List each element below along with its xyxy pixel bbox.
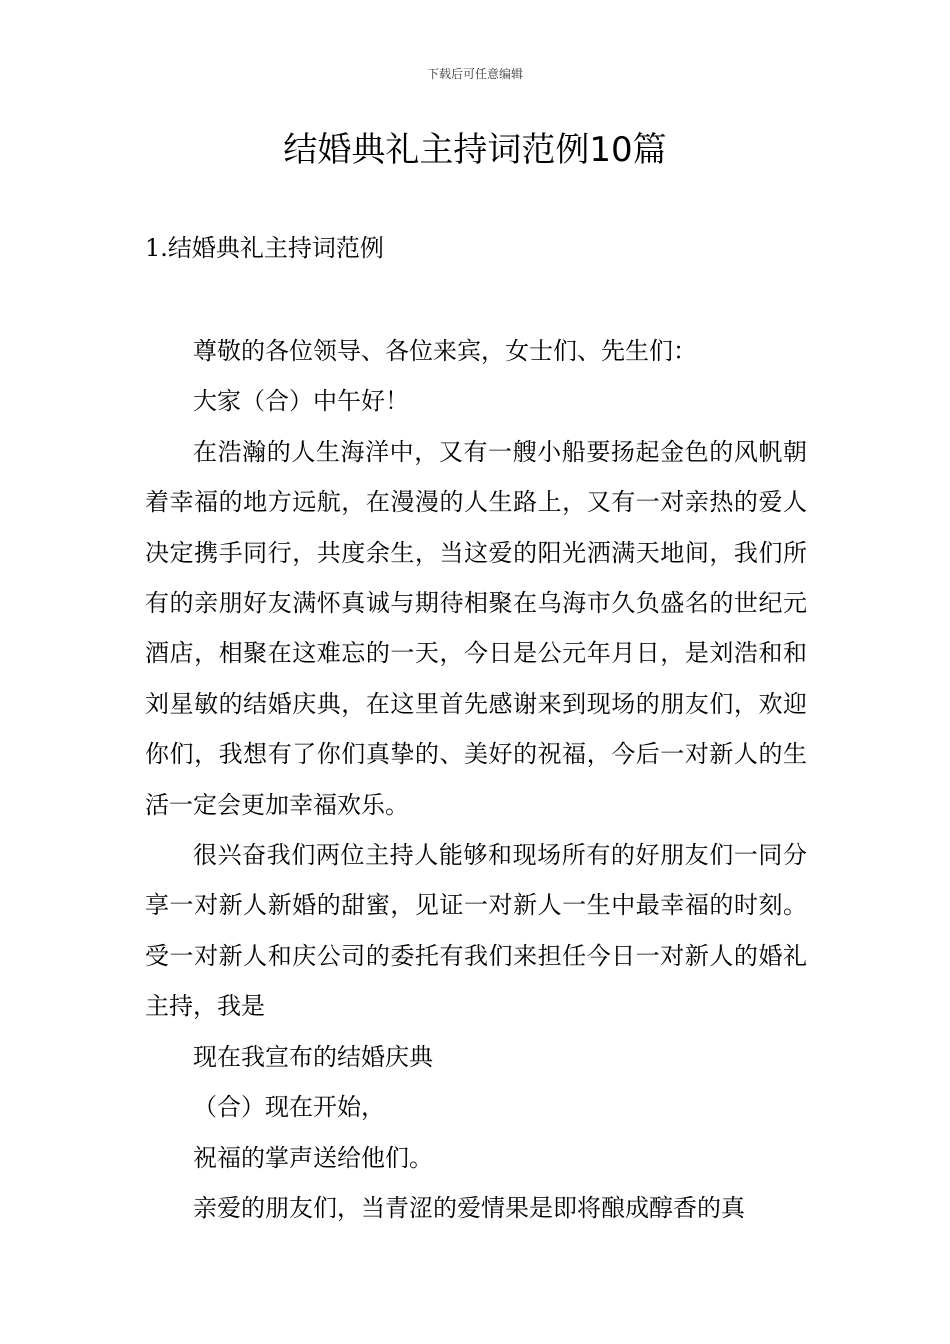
section-heading: 1.结婚典礼主持词范例 xyxy=(145,234,384,262)
paragraph-applause: 祝福的掌声送给他们。 xyxy=(193,1143,433,1172)
paragraph-greeting: 尊敬的各位领导、各位来宾，女士们、先生们： xyxy=(193,337,697,365)
paragraph-friends: 亲爱的朋友们，当青涩的爱情果是即将酿成醇香的真 xyxy=(193,1193,745,1222)
paragraph-good-noon: 大家（合）中午好！ xyxy=(193,387,409,416)
paragraph-hosts: 很兴奋我们两位主持人能够和现场所有的好朋友们一同分享一对新人新婚的甜蜜，见证一对新人一生中最幸福的时刻。受一对新人和庆公司的委托有我们来担任今日一对新人的婚礼主持，我是 xyxy=(145,841,807,1021)
document-title: 结婚典礼主持词范例10篇 xyxy=(283,130,667,170)
paragraph-announce: 现在我宣布的结婚庆典 xyxy=(193,1042,433,1071)
body-text xyxy=(145,326,807,1233)
paragraph-opening: 在浩瀚的人生海洋中，又有一艘小船要扬起金色的风帆朝着幸福的地方远航，在漫漫的人生路上，又有一对亲热的爱人决定携手同行，共度余生，当这爱的阳光洒满天地间，我们所有的亲朋好友满怀真诚与期待相聚在乌海市久负盛名的世纪元酒店，相聚在这难忘的一天，今日是公元年月日，是刘浩和和刘星敏的结婚庆典，在这里首先感谢来到现场的朋友们，欢迎你们，我想有了你们真挚的、美好的祝福，今后一对新人的生活一定会更加幸福欢乐。 xyxy=(145,437,807,819)
paragraph-start: （合）现在开始， xyxy=(193,1093,385,1122)
header-note: 下载后可任意编辑 xyxy=(426,67,523,81)
